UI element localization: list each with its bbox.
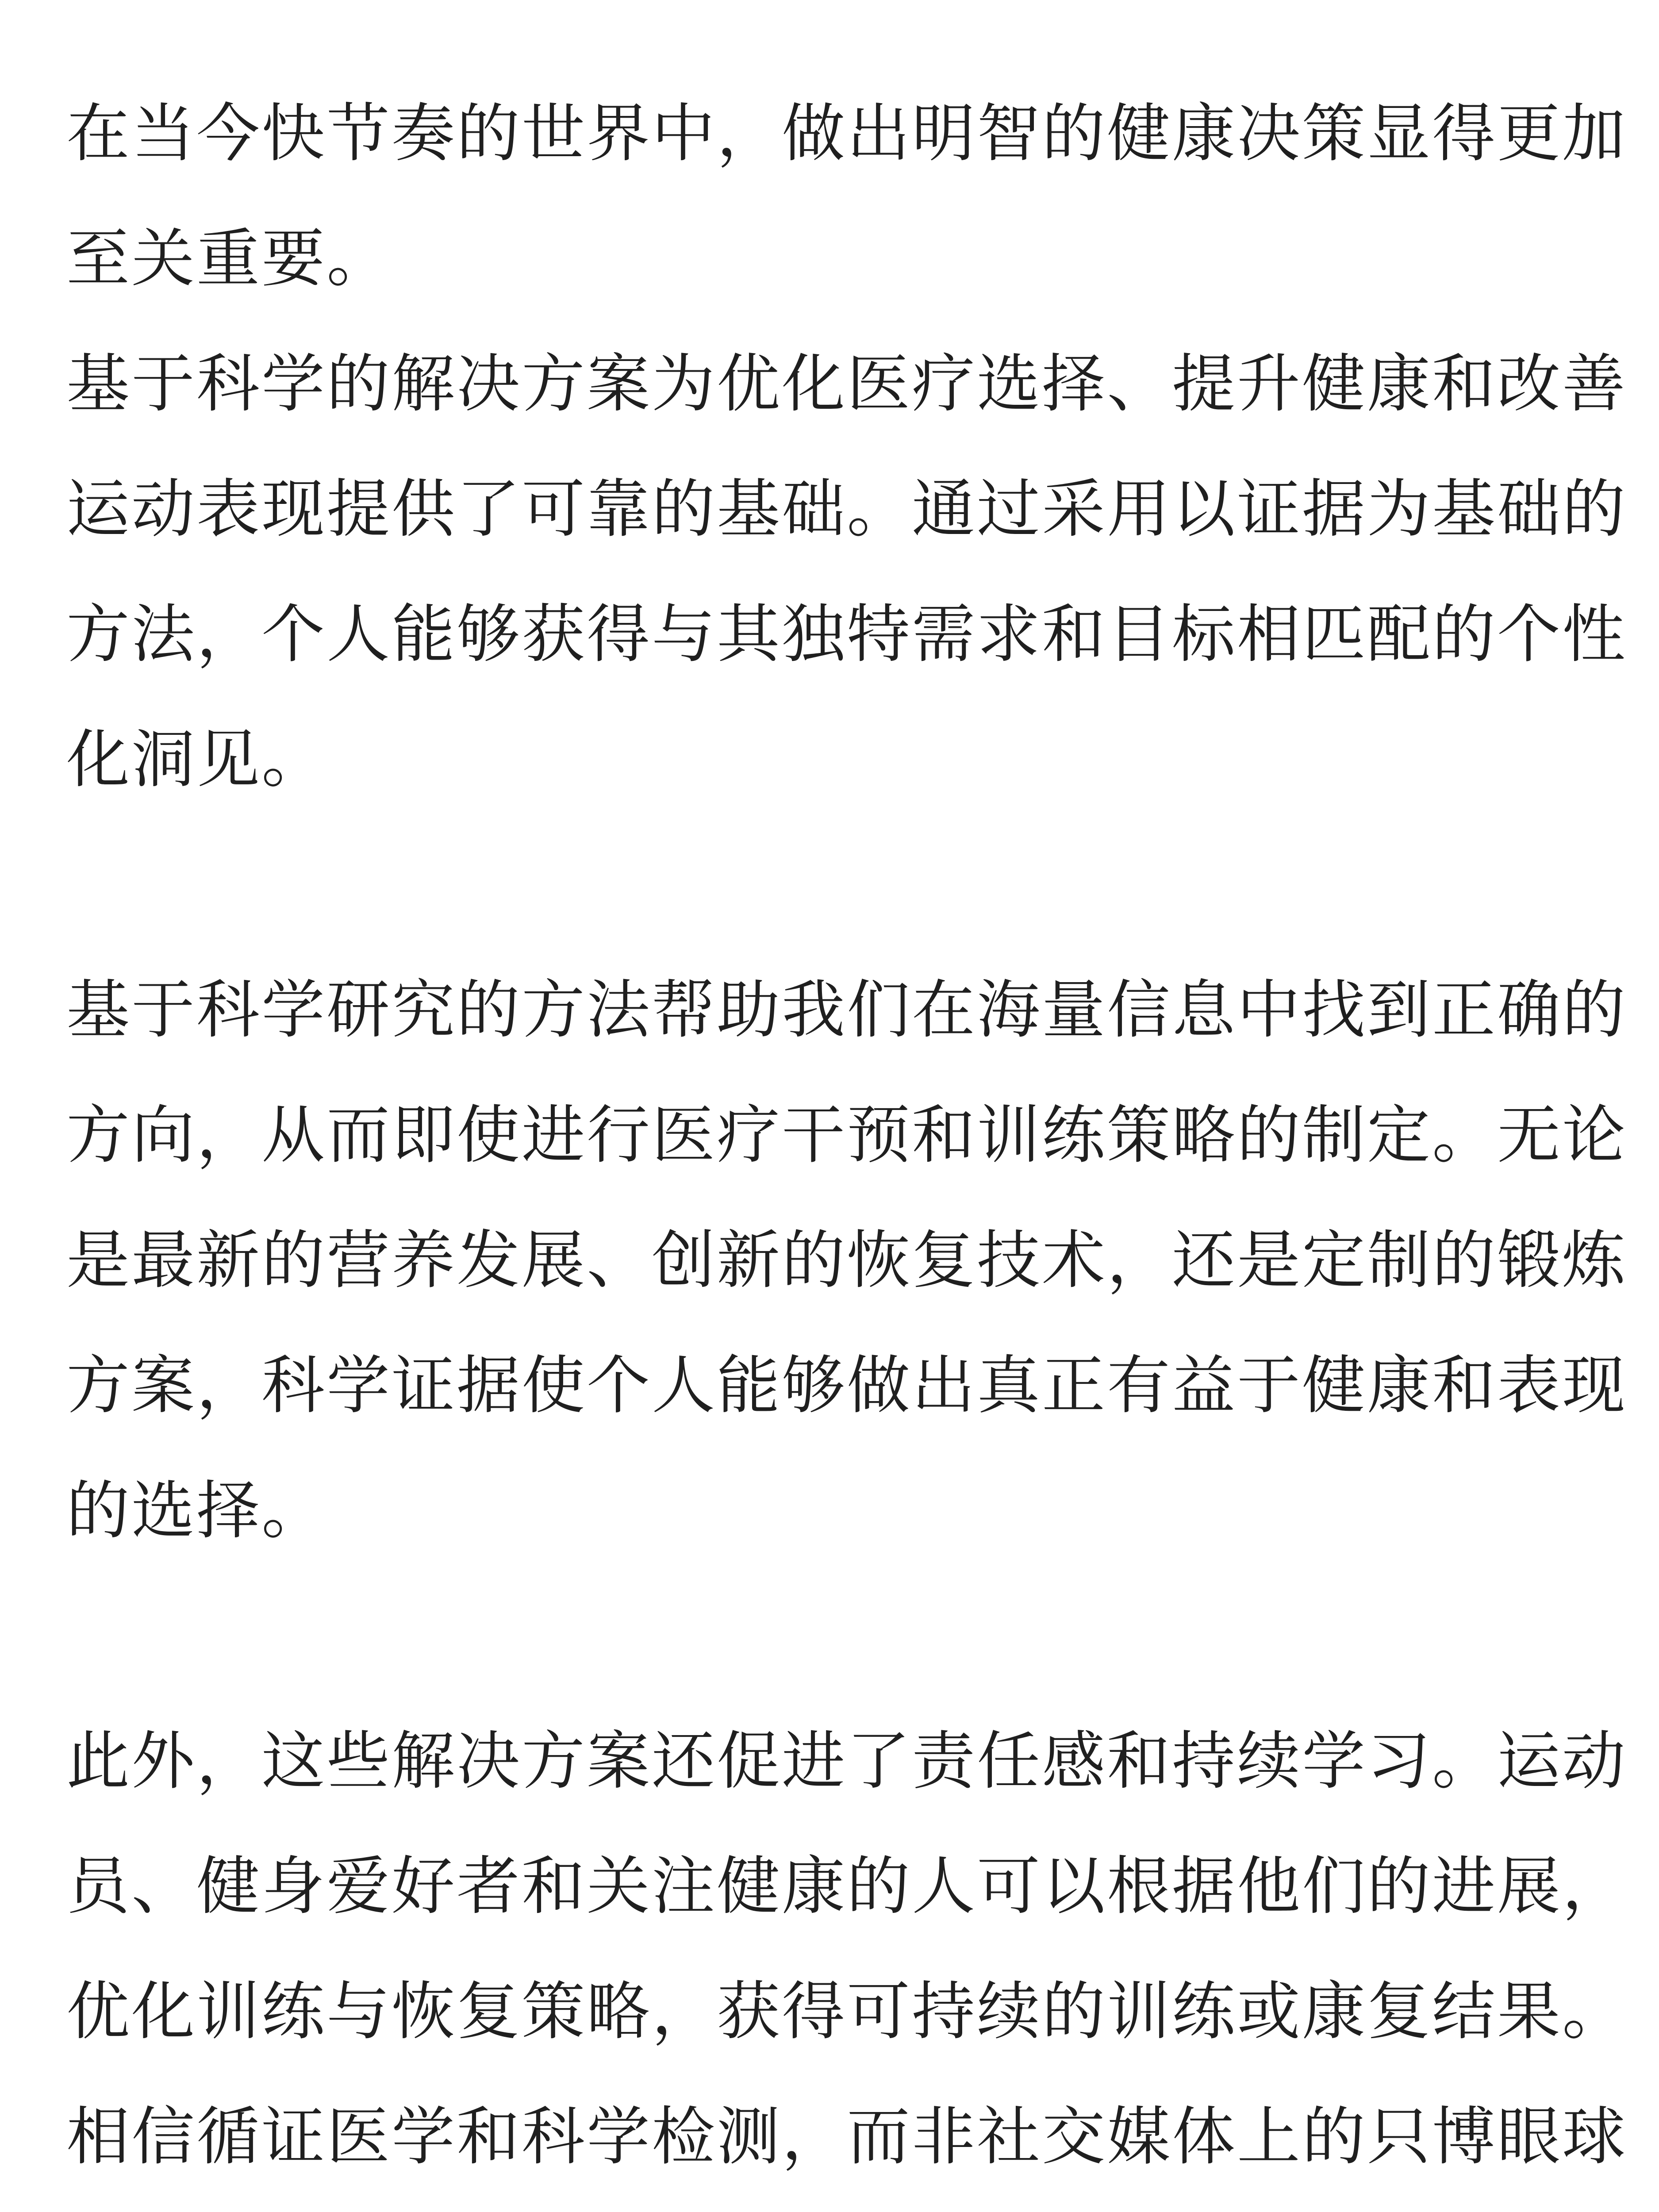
- text-line: 方案，科学证据使个人能够做出真正有益于健康和表现: [66, 1348, 1627, 1422]
- text-line: 基于科学研究的方法帮助我们在海量信息中找到正确的: [66, 973, 1627, 1047]
- text-line: 至关重要。: [66, 222, 392, 296]
- article-body: [66, 71, 1627, 2212]
- text-line: 是最新的营养发展、创新的恢复技术，还是定制的锻炼: [66, 1223, 1627, 1297]
- paragraph-research-methods: [66, 947, 1627, 1573]
- text-line: 优化训练与恢复策略，获得可持续的训练或康复结果。: [66, 1974, 1627, 2048]
- text-line: 相信循证医学和科学检测，而非社交媒体上的只博眼球: [66, 2100, 1627, 2174]
- paragraph-spacer: [66, 1573, 1593, 1698]
- text-line: 基于科学的解决方案为优化医疗选择、提升健康和改善: [66, 347, 1627, 421]
- text-line: 的选择。: [66, 1474, 326, 1548]
- text-line: 方法，个人能够获得与其独特需求和目标相匹配的个性: [66, 597, 1627, 671]
- text-line: 在当今快节奏的世界中，做出明智的健康决策显得更加: [66, 96, 1627, 170]
- text-line: [66, 2199, 1593, 2212]
- paragraph-accountability: [66, 1698, 1627, 2212]
- paragraph-intro: [66, 71, 1627, 321]
- paragraph-science-solutions: [66, 321, 1627, 822]
- text-line: 运动表现提供了可靠的基础。通过采用以证据为基础的: [66, 472, 1627, 546]
- text-line: 方向，从而即使进行医疗干预和训练策略的制定。无论: [66, 1098, 1627, 1172]
- paragraph-spacer: [66, 822, 1593, 947]
- text-line: 化洞见。: [66, 722, 326, 796]
- text-line: 员、健身爱好者和关注健康的人可以根据他们的进展，: [66, 1849, 1627, 1923]
- text-line: 此外，这些解决方案还促进了责任感和持续学习。运动: [66, 1724, 1627, 1798]
